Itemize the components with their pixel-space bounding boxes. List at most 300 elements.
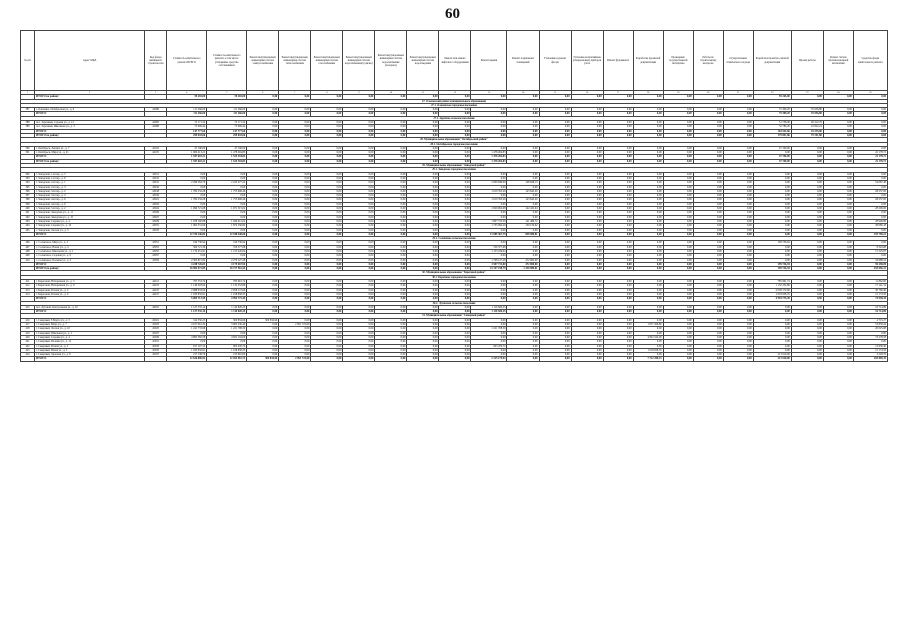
repair-program-sheet <box>20 30 888 362</box>
value-cell: 0,00 <box>633 353 663 357</box>
value-cell: 0,00 <box>633 245 663 249</box>
value-cell: 0,00 <box>507 297 539 301</box>
value-cell: 0,00 <box>247 224 279 228</box>
value-cell: 0,00 <box>633 310 663 314</box>
value-cell: 179 851,86 <box>753 133 791 137</box>
value-cell: 0,00 <box>603 202 633 206</box>
value-cell: 0,00 <box>791 288 823 292</box>
value-cell: 0,00 <box>279 348 311 352</box>
value-cell: 0,00 <box>823 331 853 335</box>
value-cell: 0,00 <box>791 327 823 331</box>
value-cell: 2 245 477,22 <box>207 181 247 185</box>
value-cell: 12 744 246,82 <box>167 232 207 236</box>
value-cell: 0,00 <box>791 353 823 357</box>
value-cell: 1 149 393,94 <box>167 284 207 288</box>
value-cell: 0,00 <box>723 215 753 219</box>
value-cell: 0,00 <box>823 335 853 339</box>
value-cell: 0,00 <box>603 198 633 202</box>
column-number: 10 <box>375 91 407 95</box>
value-cell: 0,00 <box>279 112 311 116</box>
value-cell: 0,00 <box>375 280 407 284</box>
value-cell: 0,00 <box>375 155 407 159</box>
value-cell: 0,00 <box>247 159 279 163</box>
value-cell: 0,00 <box>539 211 571 215</box>
value-cell: 0,00 <box>279 108 311 112</box>
value-cell: 0,00 <box>167 194 207 198</box>
value-cell: 0,00 <box>693 172 723 176</box>
value-cell: 0,00 <box>247 331 279 335</box>
value-cell: 0,00 <box>663 224 693 228</box>
table-header <box>21 31 888 91</box>
value-cell: 0,00 <box>663 327 693 331</box>
value-cell: 0,00 <box>571 245 603 249</box>
value-cell: 0,00 <box>693 215 723 219</box>
value-cell: 0,00 <box>633 146 663 150</box>
value-cell: 0,00 <box>279 224 311 228</box>
value-cell: 0,00 <box>407 198 439 202</box>
value-cell: 0,00 <box>539 108 571 112</box>
row-index: 416 <box>21 318 35 322</box>
value-cell: 42102 <box>145 146 167 150</box>
value-cell: 43053 <box>145 245 167 249</box>
value-cell: 0,00 <box>407 335 439 339</box>
column-number: 21 <box>723 91 753 95</box>
value-cell: 0,00 <box>603 95 633 99</box>
value-cell: 0,00 <box>571 129 603 133</box>
value-cell: 0,00 <box>693 181 723 185</box>
address-cell: ИТОГО: <box>35 357 145 361</box>
value-cell: 0,00 <box>791 262 823 266</box>
value-cell: 0,00 <box>753 198 791 202</box>
value-cell: 0,00 <box>311 176 343 180</box>
value-cell: 0,00 <box>663 189 693 193</box>
value-cell: 1 753 996,46 <box>207 189 247 193</box>
value-cell: 1 978 160,88 <box>167 219 207 223</box>
value-cell: 0,00 <box>507 146 539 150</box>
address-cell: г. Северный, Заречная ул., д. 8 <box>35 353 145 357</box>
value-cell: 0,00 <box>823 305 853 309</box>
value-cell: 0,00 <box>247 305 279 309</box>
value-cell: 0,00 <box>343 189 375 193</box>
address-cell: г. Береговой, Речная ул., д. 6 <box>35 292 145 296</box>
value-cell: 0,00 <box>791 215 823 219</box>
value-cell: 0,00 <box>633 219 663 223</box>
value-cell: 0,00 <box>603 133 633 137</box>
value-cell: 0,00 <box>375 172 407 176</box>
value-cell: 13 636,40 <box>853 344 887 348</box>
value-cell: 0,00 <box>375 215 407 219</box>
value-cell: 0,00 <box>823 262 853 266</box>
value-cell: 0,00 <box>439 172 471 176</box>
row-index: 413 <box>21 288 35 292</box>
value-cell: 0,00 <box>853 254 887 258</box>
value-cell: 0,00 <box>507 344 539 348</box>
value-cell: 0,00 <box>753 323 791 327</box>
value-cell: 0,00 <box>539 207 571 211</box>
value-cell: 0,00 <box>693 241 723 245</box>
value-cell: 0,00 <box>247 189 279 193</box>
value-cell: 0,00 <box>823 245 853 249</box>
value-cell: 0,00 <box>603 176 633 180</box>
value-cell: 0,00 <box>247 348 279 352</box>
value-cell: 2 270 127,28 <box>207 258 247 262</box>
value-cell: 0,00 <box>791 181 823 185</box>
column-number: 19 <box>663 91 693 95</box>
value-cell: 0,00 <box>663 249 693 253</box>
value-cell: 0,00 <box>633 331 663 335</box>
value-cell: 0,00 <box>311 202 343 206</box>
value-cell: 0,00 <box>723 357 753 361</box>
value-cell: 0,00 <box>823 292 853 296</box>
value-cell: 0,00 <box>753 348 791 352</box>
value-cell: 0,00 <box>375 194 407 198</box>
value-cell: 195 798,22 <box>853 232 887 236</box>
address-cell: г. Заводской, Лесная ул., д. 3 <box>35 228 145 232</box>
column-header: Ремонт фундамента <box>603 31 633 91</box>
value-cell: 0,00 <box>723 155 753 159</box>
value-cell: 59 258,09 <box>853 262 887 266</box>
value-cell: 2 058 172,60 <box>207 288 247 292</box>
value-cell: 0,00 <box>723 194 753 198</box>
value-cell: 259 043,66 <box>167 133 207 137</box>
value-cell: 1 782 234,28 <box>167 198 207 202</box>
value-cell: 0,00 <box>571 335 603 339</box>
column-header: Разработка проектной документации <box>633 31 663 91</box>
value-cell: 0,00 <box>723 146 753 150</box>
column-header: № п/п <box>21 31 35 91</box>
value-cell: 0,00 <box>603 357 633 361</box>
value-cell: 0,00 <box>603 305 633 309</box>
value-cell: 0,00 <box>471 323 507 327</box>
value-cell: 0,00 <box>407 112 439 116</box>
column-number: 9 <box>343 91 375 95</box>
value-cell: 142 422,94 <box>507 207 539 211</box>
value-cell: 2 091 723,60 <box>279 357 311 361</box>
value-cell: 0,00 <box>663 323 693 327</box>
value-cell: 0,00 <box>693 189 723 193</box>
value-cell: 0,00 <box>343 108 375 112</box>
value-cell: 0,00 <box>279 211 311 215</box>
column-header: Адрес МКД <box>35 31 145 91</box>
value-cell: 1 525 394,83 <box>207 159 247 163</box>
value-cell: 0,00 <box>663 133 693 137</box>
value-cell: 0,00 <box>343 211 375 215</box>
value-cell: 0,00 <box>375 232 407 236</box>
value-cell: 0,00 <box>507 211 539 215</box>
value-cell: 0,00 <box>723 340 753 344</box>
value-cell: 0,00 <box>571 95 603 99</box>
value-cell: 0,00 <box>571 224 603 228</box>
value-cell: 0,00 <box>507 327 539 331</box>
value-cell: 0,00 <box>633 121 663 125</box>
column-number: 3 <box>145 91 167 95</box>
value-cell: 0,00 <box>663 181 693 185</box>
value-cell: 0,00 <box>823 95 853 99</box>
value-cell: 0,00 <box>471 228 507 232</box>
value-cell: 0,00 <box>723 288 753 292</box>
value-cell: 0,00 <box>343 357 375 361</box>
value-cell: 0,00 <box>247 245 279 249</box>
value-cell: 0,00 <box>279 215 311 219</box>
value-cell: 213 910,00 <box>753 353 791 357</box>
value-cell: 42105 <box>145 151 167 155</box>
value-cell: 0,00 <box>723 176 753 180</box>
value-cell: 0,00 <box>571 258 603 262</box>
value-cell: 79 191,80 <box>791 133 823 137</box>
value-cell: 45027 <box>145 331 167 335</box>
value-cell: 0,00 <box>823 267 853 271</box>
value-cell: 45023 <box>145 323 167 327</box>
value-cell: 0,00 <box>753 249 791 253</box>
value-cell: 4 895 382,58 <box>167 335 207 339</box>
value-cell: 0,00 <box>471 331 507 335</box>
row-index: 422 <box>21 344 35 348</box>
value-cell: 0,00 <box>791 155 823 159</box>
value-cell: 0,00 <box>311 241 343 245</box>
value-cell: 0,00 <box>507 159 539 163</box>
value-cell: 0,00 <box>311 194 343 198</box>
value-cell: 0,00 <box>407 219 439 223</box>
value-cell: 0,00 <box>693 249 723 253</box>
value-cell: 0,00 <box>507 348 539 352</box>
section-heading: 29.1. Заводское городское поселение <box>21 168 888 172</box>
value-cell: 0,00 <box>279 254 311 258</box>
value-cell: 0,00 <box>791 357 823 361</box>
address-cell: г. Северный, Школьная ул., д. 1 <box>35 331 145 335</box>
value-cell: 1 132 252,80 <box>753 284 791 288</box>
value-cell: 0,00 <box>407 151 439 155</box>
value-cell: 0,00 <box>343 284 375 288</box>
address-cell: г. Береговой, Набережная ул., д. 5 <box>35 280 145 284</box>
value-cell: 43059 <box>145 258 167 262</box>
column-header: Ремонт внутридомовых инженерных систем теплоснабжения <box>279 31 311 91</box>
value-cell: 0,00 <box>539 318 571 322</box>
value-cell: 28 206,06 <box>853 207 887 211</box>
value-cell: 0,00 <box>753 151 791 155</box>
column-number: 8 <box>311 91 343 95</box>
value-cell: 0,00 <box>571 284 603 288</box>
value-cell: 0,00 <box>407 357 439 361</box>
value-cell: 0,00 <box>343 224 375 228</box>
value-cell: 0,00 <box>693 176 723 180</box>
value-cell: 0,00 <box>407 258 439 262</box>
value-cell: 0,00 <box>693 340 723 344</box>
value-cell: 0,00 <box>539 176 571 180</box>
value-cell: 0,00 <box>507 241 539 245</box>
value-cell: 0,00 <box>823 155 853 159</box>
value-cell: 43019 <box>145 194 167 198</box>
value-cell: 1 330 980,81 <box>507 267 539 271</box>
value-cell: 1 018 658,35 <box>207 292 247 296</box>
value-cell: 0,00 <box>167 228 207 232</box>
value-cell: 0,00 <box>407 202 439 206</box>
value-cell: 0,00 <box>375 245 407 249</box>
value-cell: 47 190,00 <box>753 155 791 159</box>
value-cell: 0,00 <box>753 340 791 344</box>
value-cell: 0,00 <box>343 215 375 219</box>
value-cell: 0,00 <box>823 176 853 180</box>
value-cell: 4 994 775,49 <box>207 297 247 301</box>
value-cell: 0,00 <box>539 280 571 284</box>
value-cell: 0,00 <box>407 207 439 211</box>
value-cell: 7 712 269,15 <box>633 357 663 361</box>
value-cell: 0,00 <box>571 254 603 258</box>
value-cell: 3 507 731,00 <box>471 262 507 266</box>
value-cell: 0,00 <box>471 292 507 296</box>
value-cell: 0,00 <box>311 292 343 296</box>
value-cell: 0,00 <box>823 146 853 150</box>
column-number: 22 <box>753 91 791 95</box>
address-cell: г. Заводской, Заводская ул., д. 11 <box>35 211 145 215</box>
value-cell: 0,00 <box>723 172 753 176</box>
value-cell: 0,00 <box>279 133 311 137</box>
value-cell: 0,00 <box>571 125 603 129</box>
value-cell: 0,00 <box>247 327 279 331</box>
value-cell: 12 636 806,92 <box>167 357 207 361</box>
value-cell: 0,00 <box>167 331 207 335</box>
value-cell: 0,00 <box>663 211 693 215</box>
value-cell: 0,00 <box>343 159 375 163</box>
value-cell: 0,00 <box>633 224 663 228</box>
page-number: 60 <box>445 6 460 22</box>
value-cell: 0,00 <box>439 189 471 193</box>
value-cell: 0,00 <box>823 249 853 253</box>
value-cell: 0,00 <box>471 95 507 99</box>
value-cell: 0,00 <box>539 297 571 301</box>
value-cell: 0,00 <box>753 305 791 309</box>
value-cell: 0,00 <box>823 232 853 236</box>
value-cell: 0,00 <box>571 194 603 198</box>
value-cell: 0,00 <box>407 133 439 137</box>
value-cell: 785 691,74 <box>207 280 247 284</box>
value-cell: 0,00 <box>723 344 753 348</box>
column-header: Средства фонда капитального ремонта <box>853 31 887 91</box>
value-cell: 0,00 <box>439 323 471 327</box>
value-cell: 0,00 <box>723 292 753 296</box>
value-cell: 0,00 <box>539 172 571 176</box>
value-cell: 0,00 <box>663 155 693 159</box>
value-cell: 0,00 <box>343 181 375 185</box>
value-cell: 3 228,76 <box>853 353 887 357</box>
value-cell: 0,00 <box>343 292 375 296</box>
row-index: 390 <box>21 146 35 150</box>
section-heading: 29.2. Солнечное сельское поселение <box>21 237 888 241</box>
value-cell: 0,00 <box>407 95 439 99</box>
value-cell: 0,00 <box>539 245 571 249</box>
value-cell: 75 309,20 <box>753 108 791 112</box>
value-cell: 0,00 <box>507 340 539 344</box>
value-cell: 199 736,94 <box>167 241 207 245</box>
value-cell: 0,00 <box>343 327 375 331</box>
repair-program-table <box>20 30 888 362</box>
value-cell: 0,00 <box>693 297 723 301</box>
value-cell: 0,00 <box>375 284 407 288</box>
value-cell: 0,00 <box>693 211 723 215</box>
value-cell: 0,00 <box>471 353 507 357</box>
value-cell: 43018 <box>145 189 167 193</box>
value-cell: 0,00 <box>375 327 407 331</box>
value-cell: 0,00 <box>603 249 633 253</box>
value-cell: 0,00 <box>693 288 723 292</box>
value-cell: 1 241 733,98 <box>167 327 207 331</box>
value-cell: 0,00 <box>663 121 693 125</box>
value-cell: 1 900 413,21 <box>167 151 207 155</box>
value-cell: 0,00 <box>823 129 853 133</box>
value-cell: 0,00 <box>663 232 693 236</box>
value-cell: 0,00 <box>791 211 823 215</box>
value-cell: 0,00 <box>247 172 279 176</box>
value-cell: 0,00 <box>693 344 723 348</box>
value-cell: 0,00 <box>471 211 507 215</box>
value-cell: 0,00 <box>407 215 439 219</box>
value-cell: 3 963 230,40 <box>207 323 247 327</box>
value-cell: 0,00 <box>343 318 375 322</box>
value-cell: 43015 <box>145 181 167 185</box>
value-cell: 43 235,00 <box>791 129 823 133</box>
value-cell: 0,00 <box>311 215 343 219</box>
value-cell: 0,00 <box>471 241 507 245</box>
value-cell: 0,00 <box>471 172 507 176</box>
value-cell: 0,00 <box>439 224 471 228</box>
value-cell: 0,00 <box>279 258 311 262</box>
value-cell: 17 141,14 <box>853 284 887 288</box>
value-cell: 0,00 <box>279 249 311 253</box>
value-cell: 0,00 <box>571 318 603 322</box>
value-cell: 213 910,00 <box>207 353 247 357</box>
value-cell: 0,00 <box>507 292 539 296</box>
value-cell <box>145 357 167 361</box>
value-cell: 199 736,94 <box>753 267 791 271</box>
address-cell: г. Северный, Полевая ул., д. 12 <box>35 340 145 344</box>
value-cell: 51 758,46 <box>753 121 791 125</box>
value-cell: 0,00 <box>603 262 633 266</box>
value-cell: 0,00 <box>439 340 471 344</box>
value-cell: 0,00 <box>311 267 343 271</box>
column-header: Ремонт крыши <box>471 31 507 91</box>
value-cell: 0,00 <box>539 254 571 258</box>
column-number: 16 <box>571 91 603 95</box>
value-cell: 0,00 <box>753 194 791 198</box>
value-cell: 0,00 <box>311 211 343 215</box>
value-cell: 0,00 <box>693 224 723 228</box>
value-cell: 15 174,56 <box>853 292 887 296</box>
value-cell: 0,00 <box>633 327 663 331</box>
value-cell: 0,00 <box>279 151 311 155</box>
column-number: 14 <box>507 91 539 95</box>
value-cell: 0,00 <box>753 335 791 339</box>
value-cell: 2 096 849,09 <box>471 181 507 185</box>
value-cell: 0,00 <box>375 310 407 314</box>
value-cell: 0,00 <box>439 121 471 125</box>
value-cell: 0,00 <box>343 297 375 301</box>
value-cell: 0,00 <box>723 245 753 249</box>
value-cell: 0,00 <box>375 211 407 215</box>
value-cell: 0,00 <box>343 348 375 352</box>
address-cell: ИТОГО: <box>35 262 145 266</box>
column-header: Ремонт систем противопожарной автоматики <box>823 31 853 91</box>
value-cell: 0,00 <box>539 249 571 253</box>
value-cell: 0,00 <box>753 228 791 232</box>
value-cell: 0,00 <box>311 280 343 284</box>
value-cell: 1 829 092,68 <box>471 207 507 211</box>
value-cell: 0,00 <box>311 288 343 292</box>
value-cell: 0,00 <box>311 189 343 193</box>
value-cell: 0,00 <box>279 284 311 288</box>
value-cell: 0,00 <box>439 348 471 352</box>
value-cell: 0,00 <box>753 207 791 211</box>
value-cell: 45021 <box>145 318 167 322</box>
value-cell: 59 265,00 <box>167 95 207 99</box>
